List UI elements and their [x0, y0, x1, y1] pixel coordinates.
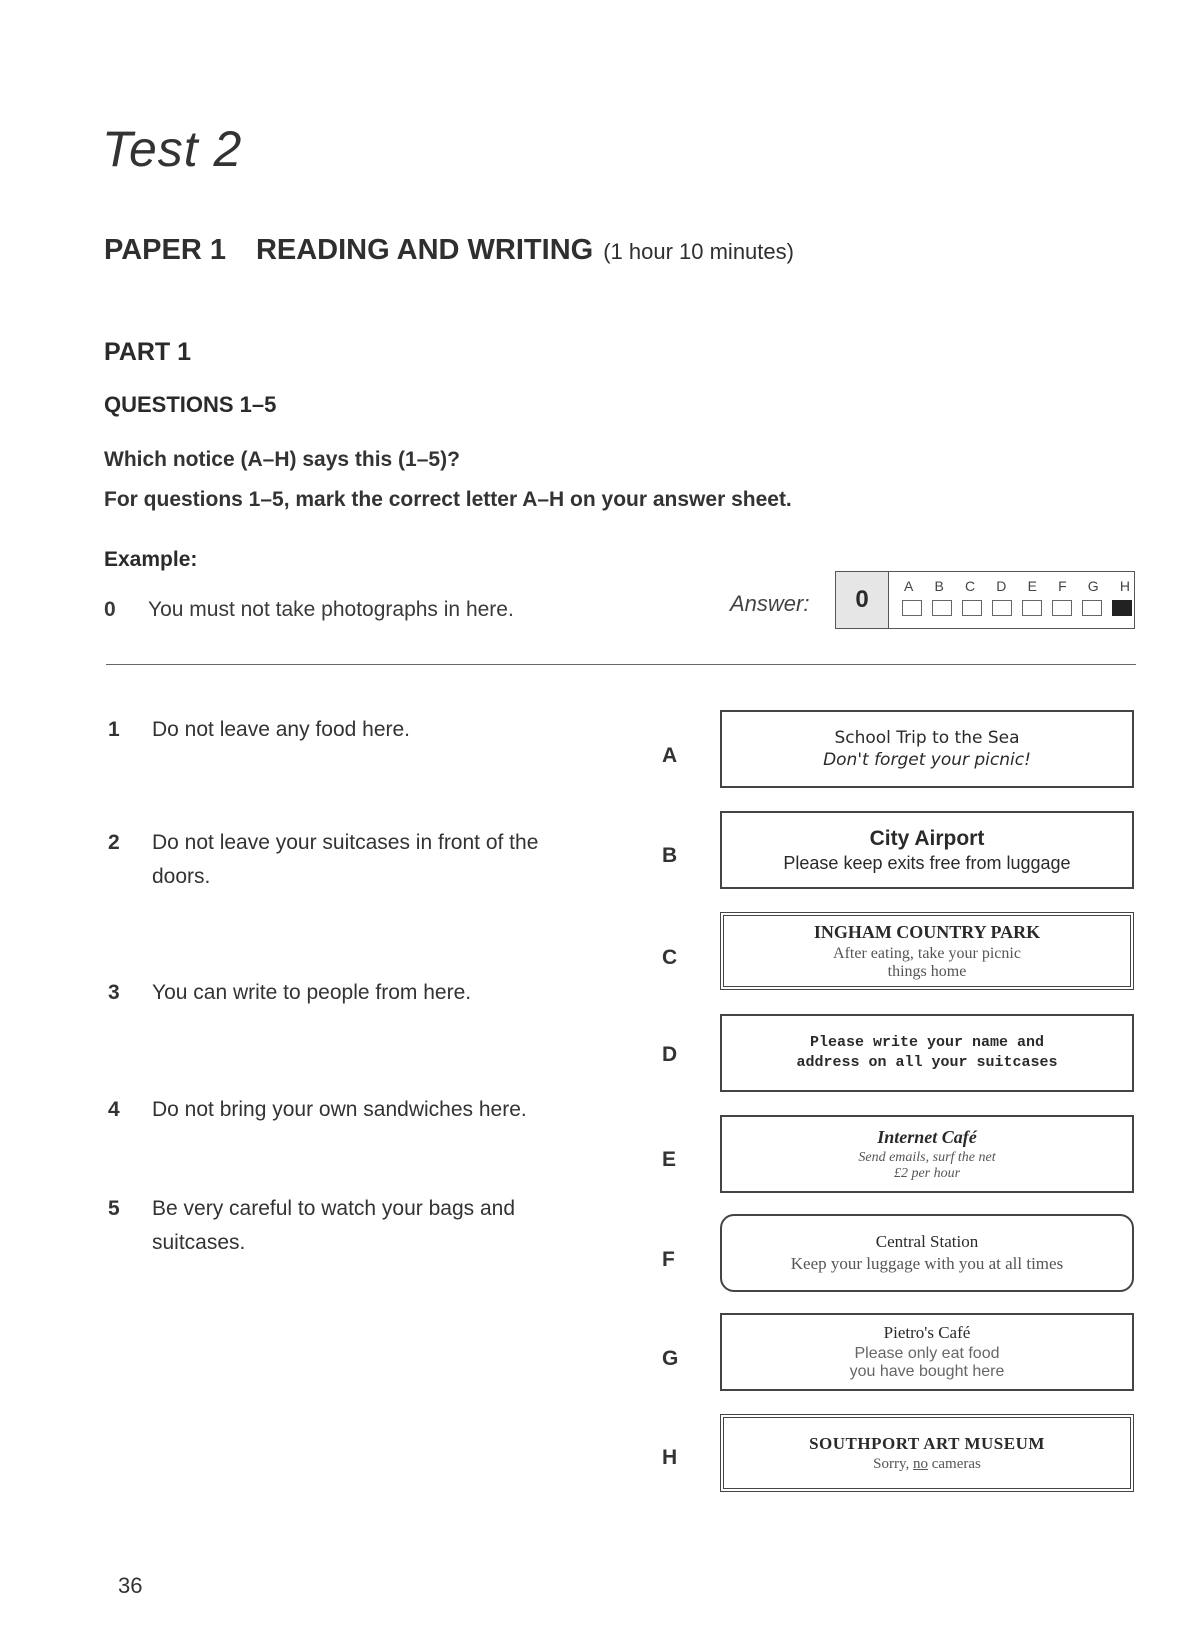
- section-divider: [106, 664, 1136, 665]
- answer-number: 0: [836, 572, 889, 628]
- notice-e: [720, 1115, 1134, 1193]
- answer-box-h: [1112, 600, 1132, 616]
- notice-letter: E: [662, 1148, 677, 1171]
- answer-letter: B: [934, 578, 944, 594]
- instruction-line-2: For questions 1–5, mark the correct letter A–H on your answer sheet.: [104, 488, 792, 511]
- answer-letter: A: [904, 578, 914, 594]
- notice-letter: B: [662, 844, 678, 867]
- notice-line: SOUTHPORT ART MUSEUM: [809, 1433, 1045, 1453]
- notice-text-underlined: no: [912, 1455, 928, 1472]
- notice-letter: G: [662, 1347, 679, 1370]
- notice-line: City Airport: [869, 826, 985, 850]
- instruction-line-1: Which notice (A–H) says this (1–5)?: [104, 448, 460, 471]
- answer-letter: E: [1027, 578, 1037, 594]
- example-question: [104, 598, 514, 622]
- answer-box-d: [992, 600, 1012, 616]
- notice-line: Send emails, surf the net: [858, 1149, 996, 1165]
- notice-letter: D: [662, 1043, 678, 1066]
- notice-h: [720, 1414, 1134, 1492]
- answer-letter: D: [996, 578, 1007, 594]
- notice-line: Internet Café: [877, 1126, 977, 1147]
- notice-b: [720, 811, 1134, 889]
- test-title: Test 2: [102, 121, 243, 177]
- question-number: 4: [108, 1098, 120, 1121]
- answer-box-g: [1082, 600, 1102, 616]
- notice-line: Please keep exits free from luggage: [783, 852, 1071, 873]
- notice-line: Don't forget your picnic!: [823, 750, 1031, 770]
- questions-range: QUESTIONS 1–5: [104, 392, 277, 417]
- question-text: Do not bring your own sandwiches here.: [152, 1098, 527, 1121]
- notice-letter: H: [662, 1446, 678, 1469]
- part-title: PART 1: [104, 338, 192, 366]
- question-item: [108, 1093, 588, 1127]
- notice-g: [720, 1313, 1134, 1391]
- notice-letter: C: [662, 946, 678, 969]
- notice-line: you have bought here: [849, 1363, 1005, 1380]
- notice-c: [720, 912, 1134, 990]
- question-item: [108, 826, 588, 894]
- notice-text: cameras: [927, 1455, 981, 1472]
- answer-box-c: [962, 600, 982, 616]
- question-number: 1: [108, 718, 120, 741]
- paper-duration: (1 hour 10 minutes): [603, 239, 794, 264]
- question-item: [108, 976, 588, 1010]
- example-label: Example:: [104, 548, 198, 571]
- notice-line: Keep your luggage with you at all times: [790, 1254, 1064, 1273]
- answer-letter: F: [1058, 578, 1067, 594]
- answer-box-b: [932, 600, 952, 616]
- answer-boxes: [902, 600, 1132, 616]
- question-text: You can write to people from here.: [152, 981, 472, 1004]
- notice-text: Sorry,: [873, 1455, 913, 1472]
- answer-letter: G: [1087, 578, 1099, 594]
- paper-label: PAPER 1: [104, 234, 226, 266]
- question-text: Be very careful to watch your bags and suitcases.: [152, 1197, 516, 1254]
- answer-box-f: [1052, 600, 1072, 616]
- notice-line: Pietro's Café: [883, 1323, 971, 1342]
- notice-line: £2 per hour: [893, 1165, 961, 1181]
- question-text: Do not leave any food here.: [152, 718, 411, 741]
- question-number: 2: [108, 831, 120, 854]
- notice-line: Please only eat food: [854, 1345, 1000, 1362]
- page-number: 36: [118, 1573, 143, 1598]
- notice-line: INGHAM COUNTRY PARK: [813, 921, 1041, 942]
- notice-line: After eating, take your picnic things home: [833, 944, 1021, 980]
- notice-line: School Trip to the Sea: [834, 728, 1020, 748]
- notice-letter: F: [662, 1248, 675, 1271]
- notice-d: [720, 1014, 1134, 1092]
- question-number: 3: [108, 981, 120, 1004]
- notice-line: [873, 1456, 981, 1473]
- example-answer-grid: [835, 571, 1135, 629]
- question-item: [108, 713, 588, 747]
- paper-title: READING AND WRITING: [255, 234, 594, 266]
- example-text: You must not take photographs in here.: [148, 598, 514, 621]
- answer-label: Answer:: [730, 591, 810, 616]
- notice-a: [720, 710, 1134, 788]
- question-text: Do not leave your suitcases in front of the doors.: [152, 831, 539, 888]
- answer-box-e: [1022, 600, 1042, 616]
- notice-line: Please write your name and address on all your suitcases: [796, 1034, 1058, 1071]
- answer-letter: H: [1119, 578, 1130, 594]
- question-number: 5: [108, 1197, 120, 1220]
- paper-heading: [104, 234, 794, 267]
- answer-letter: C: [965, 578, 976, 594]
- notice-letter: A: [662, 744, 678, 767]
- notice-f: [720, 1214, 1134, 1292]
- answer-letters: [904, 578, 1130, 594]
- answer-box-a: [902, 600, 922, 616]
- example-number: 0: [104, 598, 116, 621]
- notice-line: Central Station: [875, 1232, 979, 1251]
- question-item: [108, 1192, 588, 1260]
